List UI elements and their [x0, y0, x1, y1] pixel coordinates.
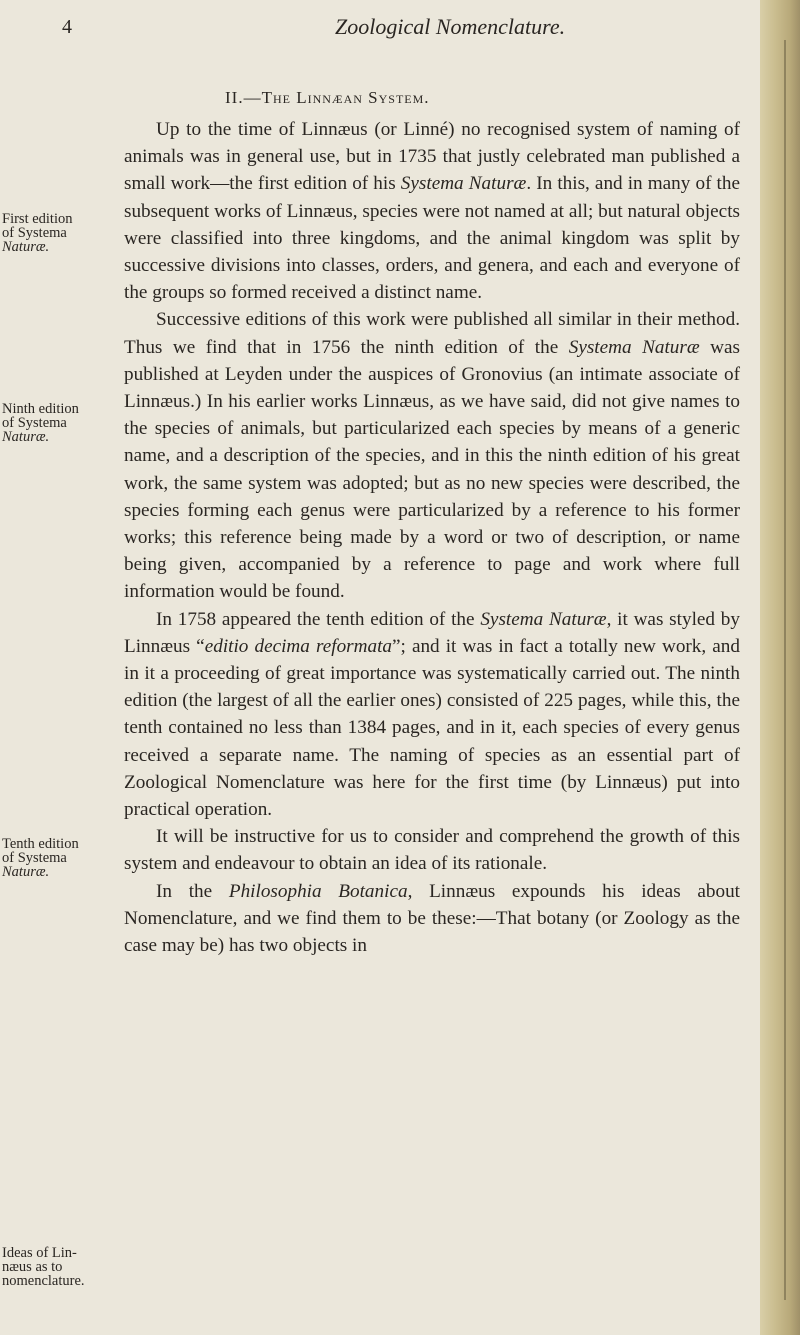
body-text [124, 116, 740, 959]
margin-note-ideas-nomenclature [0, 1246, 122, 1288]
section-heading: II.—The Linnæan System. [225, 88, 430, 107]
margin-note-line: Ideas of Lin- [2, 1245, 77, 1261]
margin-note-line: of Systema [2, 415, 67, 431]
margin-note-line: næus as to [2, 1259, 63, 1275]
margin-note-line: nomenclature. [2, 1273, 85, 1289]
page-number: 4 [62, 16, 72, 38]
margin-note-line: of Systema [2, 225, 67, 241]
margin-note-line: Naturæ. [2, 429, 50, 445]
margin-note-line: of Systema [2, 850, 67, 866]
margin-note-line: Naturæ. [2, 864, 50, 880]
paragraph: In the Philosophia Botanica, Linnæus expounds his ideas about Nomenclature, and we find them to be these:—That botany (or Zoology as the case may be) has two objects in [124, 880, 740, 957]
margin-note-line: First edition [2, 211, 73, 227]
page-edge-line [784, 40, 786, 1300]
paragraph: Successive editions of this work were published all similar in their method. Thus we find that in 1756 the ninth edition of the Systema Naturæ was published at Leyden under the auspices of Gronovius (an intimate associate of Linnæus.) In his earlier works Linnæus, as we have said, did not give names to the species of animals, but particularized each species by means of a generic name, and a description of the species, and in this the ninth edition of his great work, the same system was adopted; but as no new species were described, the species forming each genus were particularized by a reference to his former works; this reference being made by a word or two of description, or name being given, accompanied by a reference to page and work where full information would be found. [124, 309, 741, 603]
margin-note-first-edition [0, 212, 122, 254]
paragraph: Up to the time of Linnæus (or Linné) no recognised system of naming of animals was in general use, but in 1735 that justly celebrated man published a small work—the first edition of his Systema Naturæ. In this, and in many of the subsequent works of Linnæus, species were not named at all; but natural objects were classified into three kingdoms, and the animal kingdom was split by successive divisions into classes, orders, and genera, and each and everyone of the groups so formed received a distinct name. [124, 119, 740, 304]
margin-note-tenth-edition [0, 837, 122, 879]
running-title: Zoological Nomenclature. [335, 14, 566, 39]
margin-note-ninth-edition [0, 402, 122, 444]
margin-note-line: Naturæ. [2, 239, 50, 255]
paragraph: It will be instructive for us to consider and comprehend the growth of this system and endeavour to obtain an idea of its rationale. [124, 826, 740, 875]
paragraph: In 1758 appeared the tenth edition of the Systema Naturæ, it was styled by Linnæus “editio decima reformata”; and it was in fact a totally new work, and in it a proceeding of great importance was systematically carried out. The ninth edition (the largest of all the earlier ones) consisted of 225 pages, while this, the tenth contained no less than 1384 pages, and in it, each species of every genus received a separate name. The naming of species as an essential part of Zoological Nomenclature was here for the first time (by Linnæus) put into practical operation. [124, 608, 740, 821]
margin-note-line: Ninth edition [2, 401, 79, 417]
page-edge-binding [760, 0, 800, 1335]
margin-note-line: Tenth edition [2, 836, 79, 852]
